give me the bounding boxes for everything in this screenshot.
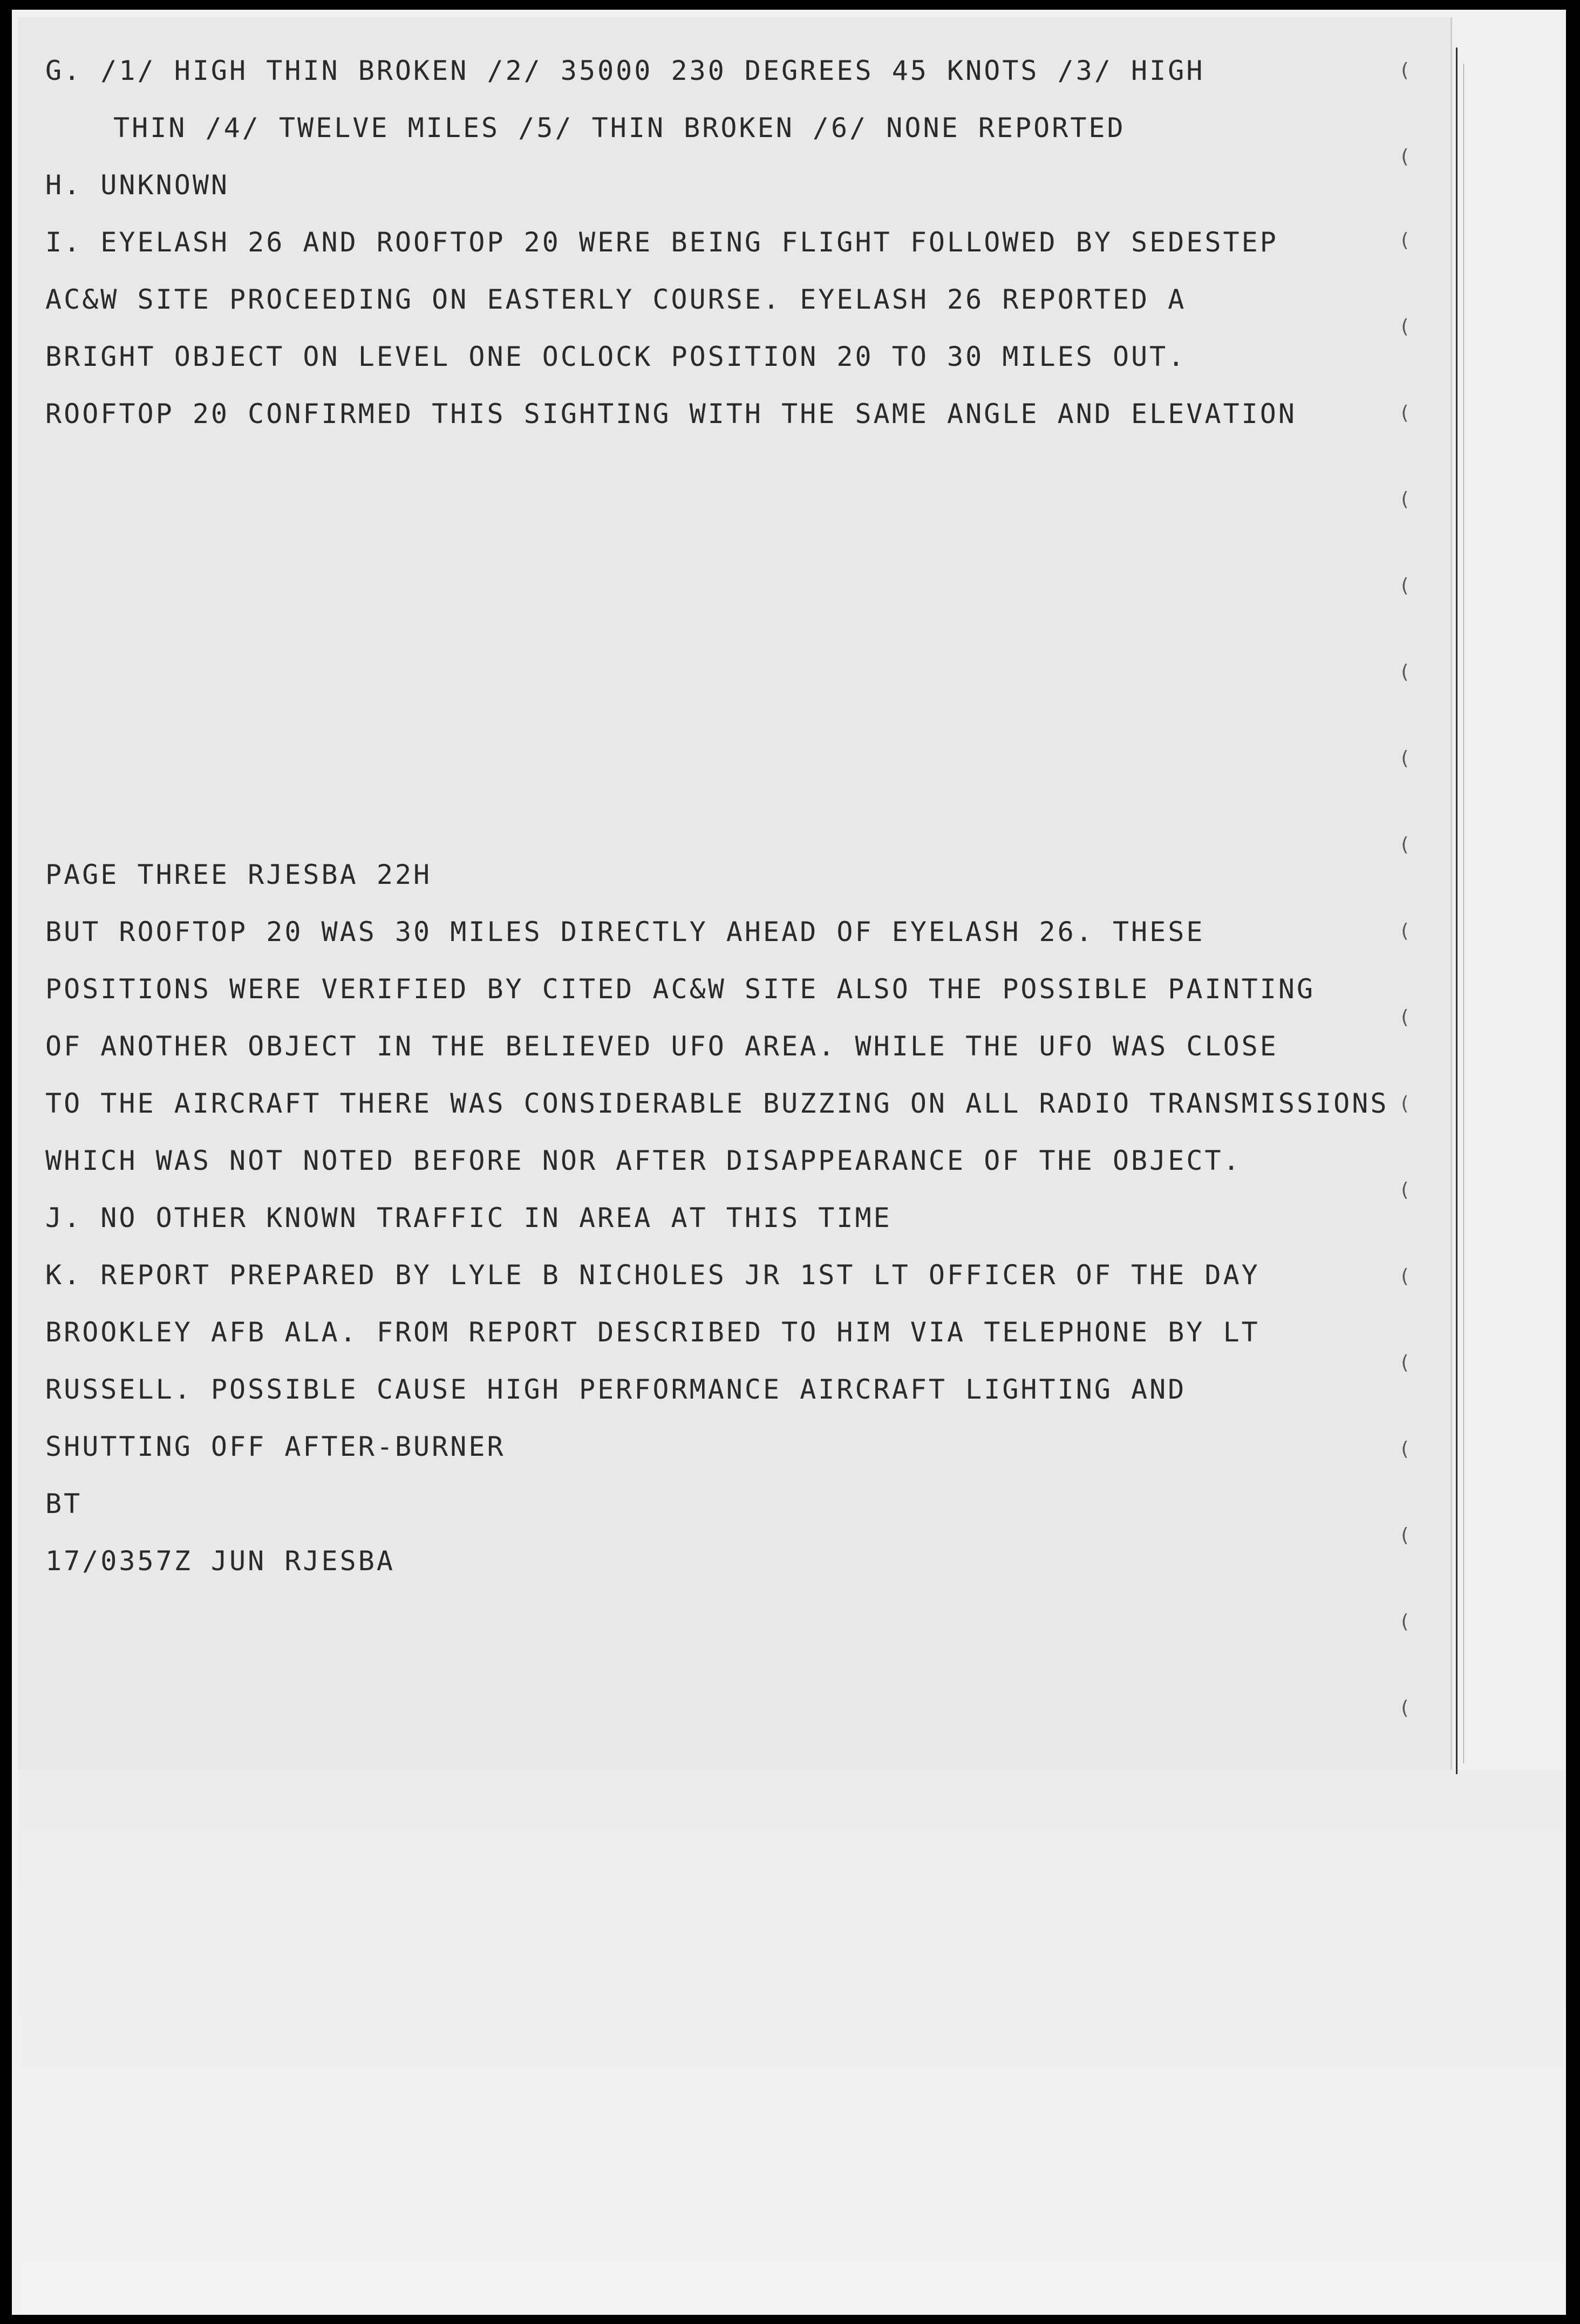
text-line: POSITIONS WERE VERIFIED BY CITED AC&W SITE ALSO THE POSSIBLE PAINTING (45, 973, 1316, 1005)
text-line-k-cont: BROOKLEY AFB ALA. FROM REPORT DESCRIBED TO HIM VIA TELEPHONE BY LT (45, 1317, 1260, 1348)
sprocket-hole: ( (1399, 1006, 1411, 1028)
sprocket-hole: ( (1399, 59, 1411, 81)
text-line-i-cont: ROOFTOP 20 CONFIRMED THIS SIGHTING WITH THE SAME ANGLE AND ELEVATION (45, 398, 1297, 430)
text-line-k: K. REPORT PREPARED BY LYLE B NICHOLES JR 1ST LT OFFICER OF THE DAY (45, 1259, 1260, 1291)
paper-backing (18, 1770, 1565, 2315)
text-line-i-cont: AC&W SITE PROCEEDING ON EASTERLY COURSE. EYELASH 26 REPORTED A (45, 284, 1187, 315)
text-line-k-cont: SHUTTING OFF AFTER-BURNER (45, 1431, 506, 1462)
text-line: BUT ROOFTOP 20 WAS 30 MILES DIRECTLY AHEAD OF EYELASH 26. THESE (45, 916, 1205, 948)
date-time-group: 17/0357Z JUN RJESBA (45, 1545, 395, 1577)
break-marker: BT (45, 1488, 83, 1519)
text-line-i-cont: BRIGHT OBJECT ON LEVEL ONE OCLOCK POSITION 20 TO 30 MILES OUT. (45, 341, 1187, 372)
sprocket-hole: ( (1399, 1697, 1411, 1719)
text-line: TO THE AIRCRAFT THERE WAS CONSIDERABLE BUZZING ON ALL RADIO TRANSMISSIONS (45, 1088, 1389, 1119)
sprocket-hole: ( (1399, 920, 1411, 942)
sprocket-hole: ( (1399, 1179, 1411, 1201)
sprocket-hole: ( (1399, 1093, 1411, 1115)
text-line: WHICH WAS NOT NOTED BEFORE NOR AFTER DISAPPEARANCE OF THE OBJECT. (45, 1145, 1242, 1176)
sprocket-hole: ( (1399, 229, 1411, 251)
sprocket-hole: ( (1399, 1611, 1411, 1633)
sprocket-hole: ( (1399, 575, 1411, 597)
sheet-edge-line-secondary (1463, 64, 1464, 1763)
sheet-edge-line (1456, 47, 1458, 1774)
text-line-j: J. NO OTHER KNOWN TRAFFIC IN AREA AT THIS TIME (45, 1202, 892, 1233)
sprocket-hole: ( (1399, 834, 1411, 856)
sprocket-hole: ( (1399, 402, 1411, 424)
teletype-sheet (18, 17, 1452, 1772)
sprocket-hole: ( (1399, 1352, 1411, 1374)
sprocket-hole: ( (1399, 1438, 1411, 1460)
text-line-g-cont: THIN /4/ TWELVE MILES /5/ THIN BROKEN /6/ NONE REPORTED (113, 112, 1126, 144)
sprocket-hole: ( (1399, 488, 1411, 510)
text-line-k-cont: RUSSELL. POSSIBLE CAUSE HIGH PERFORMANCE AIRCRAFT LIGHTING AND (45, 1374, 1187, 1405)
text-line-h: H. UNKNOWN (45, 169, 230, 201)
sprocket-hole: ( (1399, 316, 1411, 338)
page-header: PAGE THREE RJESBA 22H (45, 859, 432, 890)
sprocket-hole: ( (1399, 747, 1411, 769)
sprocket-hole: ( (1399, 1265, 1411, 1287)
text-line-i: I. EYELASH 26 AND ROOFTOP 20 WERE BEING FLIGHT FOLLOWED BY SEDESTEP (45, 227, 1278, 258)
sprocket-hole: ( (1399, 1524, 1411, 1546)
sprocket-hole: ( (1399, 146, 1411, 168)
text-line-g: G. /1/ HIGH THIN BROKEN /2/ 35000 230 DEGREES 45 KNOTS /3/ HIGH (45, 55, 1205, 86)
text-line: OF ANOTHER OBJECT IN THE BELIEVED UFO AREA. WHILE THE UFO WAS CLOSE (45, 1031, 1278, 1062)
sprocket-hole: ( (1399, 661, 1411, 683)
